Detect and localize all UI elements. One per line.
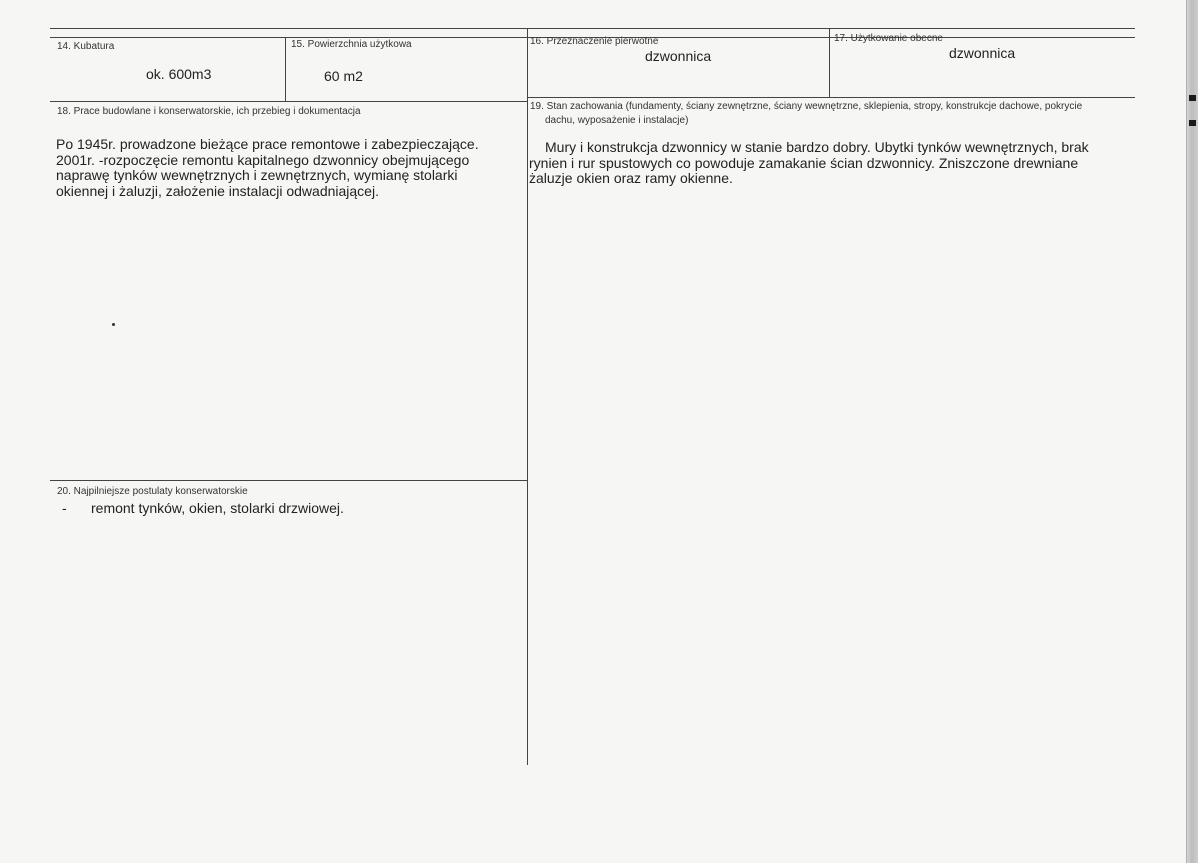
- uzytkowanie-value: dzwonnica: [949, 45, 1016, 61]
- rule-col-c: [829, 28, 830, 97]
- kubatura-label: 14. Kubatura: [57, 41, 115, 52]
- prace-text: [56, 137, 479, 199]
- stan-line: żaluzje okien oraz ramy okienne.: [529, 170, 733, 186]
- rule-top: [50, 28, 1135, 29]
- stray-dot: [112, 323, 115, 326]
- powierzchnia-label: 15. Powierzchnia użytkowa: [291, 39, 412, 50]
- prace-line: Po 1945r. prowadzone bieżące prace remontowe i zabezpieczające.: [56, 136, 479, 152]
- rule-row2-right: [527, 97, 1135, 98]
- prace-label: 18. Prace budowlane i konserwatorskie, ich przebieg i dokumentacja: [57, 106, 361, 117]
- stan-line: rynien i rur spustowych co powoduje zamakanie ścian dzwonnicy. Zniszczone drewniane: [529, 154, 1079, 171]
- prace-line: okiennej i żaluzji, założenie instalacji odwadniającej.: [56, 182, 379, 199]
- rule-row2-left: [50, 101, 527, 102]
- scan-edge-mark: [1189, 95, 1196, 101]
- scan-edge: [1186, 0, 1198, 863]
- kubatura-value: ok. 600m3: [146, 66, 212, 82]
- rule-row3-left: [50, 480, 527, 481]
- stan-line: Mury i konstrukcja dzwonnicy w stanie bardzo dobry. Ubytki tynków wewnętrznych, brak: [545, 139, 1089, 155]
- powierzchnia-value: 60 m2: [324, 68, 363, 84]
- przeznaczenie-value: dzwonnica: [645, 48, 712, 64]
- stan-text: [529, 140, 1089, 187]
- stan-label-line1: 19. Stan zachowania (fundamenty, ściany zewnętrzne, ściany wewnętrzne, sklepienia, stropy, konstrukcje dachowe, pokrycie: [530, 101, 1083, 112]
- postulaty-item: remont tynków, okien, stolarki drzwiowej.: [91, 500, 344, 516]
- uzytkowanie-label: 17. Użytkowanie obecne: [834, 33, 943, 44]
- rule-col-a: [285, 37, 286, 101]
- przeznaczenie-label: 16. Przeznaczenie pierwotne: [530, 36, 659, 47]
- postulaty-label: 20. Najpilniejsze postulaty konserwatorskie: [57, 486, 248, 497]
- stan-label-line2: dachu, wyposażenie i instalacje): [545, 115, 689, 126]
- postulaty-bullet: -: [62, 500, 67, 516]
- prace-line: naprawę tynków wewnętrznych i zewnętrznych, wymianę stolarki: [56, 167, 458, 183]
- scan-edge-mark: [1189, 120, 1196, 126]
- rule-col-b: [527, 28, 528, 765]
- prace-line: 2001r. -rozpoczęcie remontu kapitalnego dzwonnicy obejmującego: [56, 151, 470, 168]
